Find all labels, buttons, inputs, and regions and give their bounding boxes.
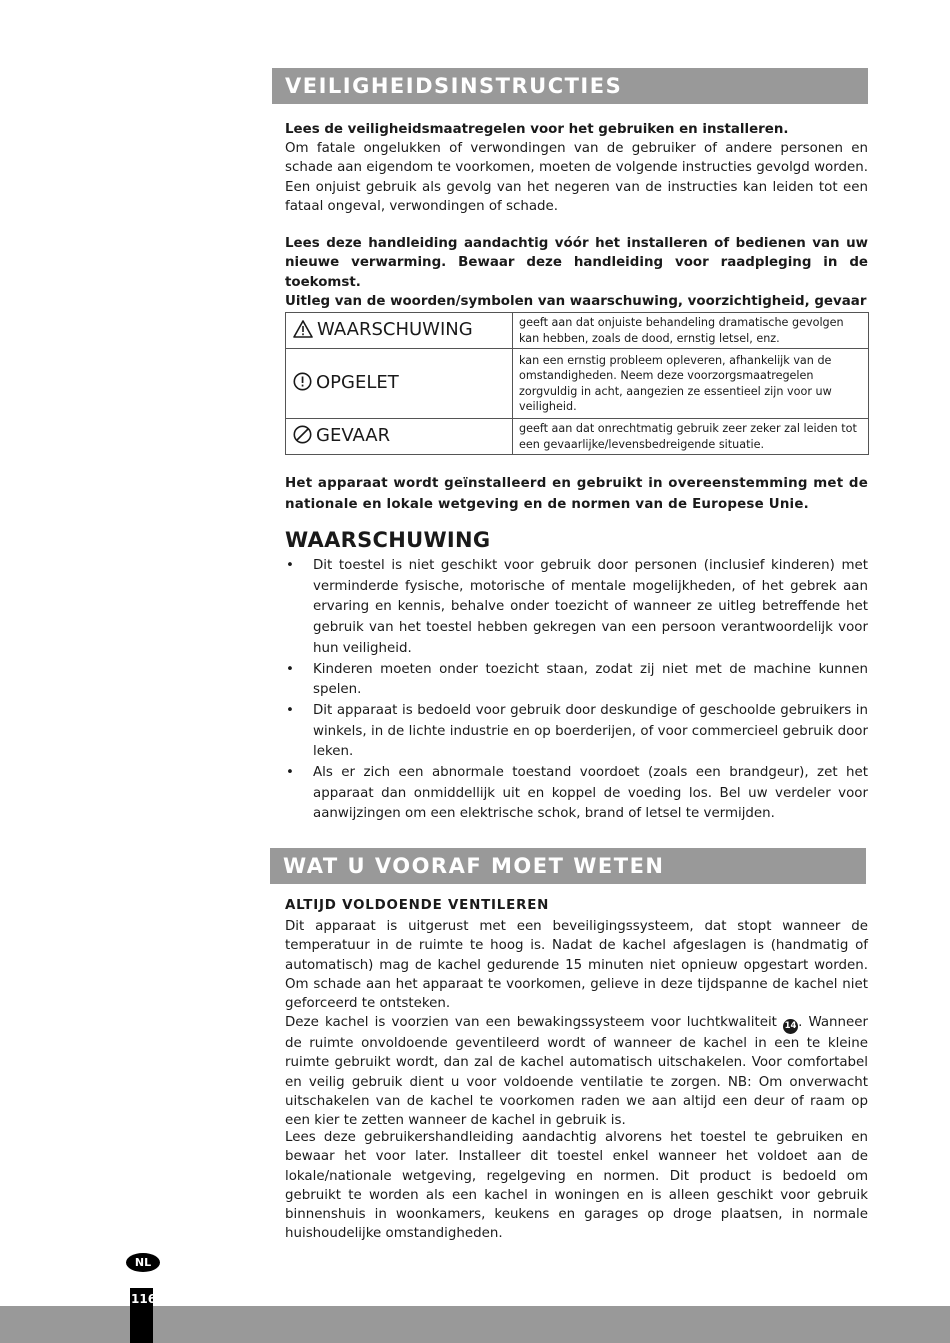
paragraph-text: . Wanneer de ruimte onvoldoende geventileerd wordt of wanneer de kachel in een te kleine ruimte gebruikt wordt, dan zal de kachel automatisch uitschakelen. Voor comfortabel en veilig gebruik dient u voor voldoende ventilatie te zorgen. NB: Om onverwacht uitschakelen van de kachel te voorkomen raden we aan altijd een deur of raam op een kier te zetten wanneer de kachel in gebruik is. bbox=[285, 1015, 868, 1129]
legend-description: kan een ernstig probleem opleveren, afhankelijk van de omstandigheden. Neem deze voorzorgsmaatregelen zorgvuldig in acht, aangezien ze essentieel zijn voor uw veiligheid. bbox=[513, 349, 869, 419]
paragraph-text: Deze kachel is voorzien van een bewakingssysteem voor luchtkwaliteit bbox=[285, 1015, 777, 1030]
language-badge: NL bbox=[126, 1253, 160, 1272]
caution-exclamation-icon bbox=[293, 372, 312, 396]
legend-term-cell bbox=[286, 419, 513, 455]
legend-row bbox=[286, 419, 869, 455]
list-item: • Dit apparaat is bedoeld voor gebruik door deskundige of geschoolde gebruikers in winkels, in de lichte industrie en op boerderijen, of voor commercieel gebruik door leken. bbox=[285, 701, 868, 763]
subsection-title: ALTIJD VOLDOENDE VENTILEREN bbox=[285, 898, 550, 913]
legend-term: OPGELET bbox=[316, 371, 399, 393]
list-item: • Kinderen moeten onder toezicht staan, zodat zij niet met de machine kunnen spelen. bbox=[285, 660, 868, 701]
reference-number-badge: 14 bbox=[783, 1019, 798, 1034]
list-item: • Dit toestel is niet geschikt voor gebruik door personen (inclusief kinderen) met verminderde fysische, motorische of mentale mogelijkheden, of het gebrek aan ervaring en kennis, behalve onder toezicht of wanneer ze uitleg betreffende het gebruik van het toestel hebben gekregen van een persoon verantwoordelijk voor hun veiligheid. bbox=[285, 556, 868, 660]
section-title-wat-u-vooraf-moet-weten: WAT U VOORAF MOET WETEN bbox=[270, 848, 866, 884]
danger-prohibited-icon bbox=[293, 425, 312, 449]
intro-heading: Lees de veiligheidsmaatregelen voor het gebruiken en installeren. bbox=[285, 122, 789, 137]
legend-title: Uitleg van de woorden/symbolen van waarschuwing, voorzichtigheid, gevaar bbox=[285, 294, 867, 309]
legend-description: geeft aan dat onjuiste behandeling dramatische gevolgen kan hebben, zoals de dood, ernstig letsel, enz. bbox=[513, 313, 869, 349]
ventilation-paragraph-2 bbox=[285, 1013, 868, 1130]
ventilation-paragraph-1: Dit apparaat is uitgerust met een beveiligingssysteem, dat stopt wanneer de temperatuur in de ruimte te hoog is. Nadat de kachel afgeslagen is (handmatig of automatisch) mag de kachel gedurende 15 minuten niet opnieuw opgestart worden. Om schade aan het apparaat te voorkomen, gelieve in deze tijdspanne de kachel niet geforceerd te ontsteken. bbox=[285, 919, 868, 1012]
legend-row bbox=[286, 313, 869, 349]
legend-term: GEVAAR bbox=[316, 424, 391, 446]
warning-list bbox=[285, 556, 868, 825]
legend-term-cell bbox=[286, 349, 513, 419]
warning-triangle-icon bbox=[293, 320, 313, 343]
page-number: 116 bbox=[131, 1292, 157, 1306]
read-manual-notice: Lees deze handleiding aandachtig vóór het installeren of bedienen van uw nieuwe verwarming. Bewaar deze handleiding voor raadpleging in de toekomst. bbox=[285, 236, 868, 290]
intro-body: Om fatale ongelukken of verwondingen van de gebruiker of andere personen en schade aan eigendom te voorkomen, moeten de volgende instructies gevolgd worden. Een onjuist gebruik als gevolg van het negeren van de instructies kan leiden tot een fataal ongeval, verwondingen of schade. bbox=[285, 141, 868, 214]
ventilation-paragraph-3: Lees deze gebruikershandleiding aandachtig alvorens het toestel te gebruiken en bewaar het voor later. Installeer dit toestel enkel wanneer het voldoet aan de lokale/nationale wetgeving, regelgeving en normen. Dit product is bedoeld om gebruikt te worden als een kachel in woningen en is alleen geschikt voor gebruik binnenshuis in woonkamers, keukens en garages op droge plaatsen, in normale huishoudelijke omstandigheden. bbox=[285, 1130, 868, 1242]
legend-description: geeft aan dat onrechtmatig gebruik zeer zeker zal leiden tot een gevaarlijke/levensbedreigende situatie. bbox=[513, 419, 869, 455]
legend-term-cell bbox=[286, 313, 513, 349]
warning-heading: WAARSCHUWING bbox=[285, 528, 491, 552]
list-item: • Als er zich een abnormale toestand voordoet (zoals een brandgeur), zet het apparaat dan onmiddellijk uit en koppel de voeding los. Bel uw verdeler voor aanwijzingen om een elektrische schok, brand of letsel te vermijden. bbox=[285, 763, 868, 825]
symbol-legend-table bbox=[285, 312, 869, 455]
section-title-veiligheidsinstructies: VEILIGHEIDSINSTRUCTIES bbox=[272, 68, 868, 104]
compliance-statement: Het apparaat wordt geïnstalleerd en gebruikt in overeenstemming met de nationale en lokale wetgeving en de normen van de Europese Unie. bbox=[285, 476, 868, 512]
legend-term: WAARSCHUWING bbox=[317, 318, 473, 340]
legend-row bbox=[286, 349, 869, 419]
